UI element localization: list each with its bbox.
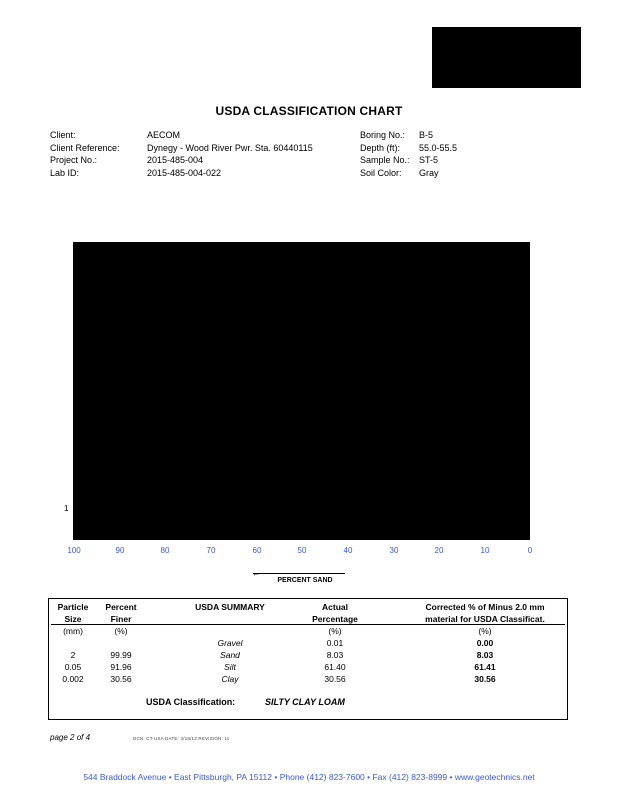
info-right-labels [360,129,410,179]
x-tick: 0 [527,546,533,555]
particle-size-cell: 2 [70,650,76,660]
x-tick: 20 [434,546,444,555]
particle-size-header [50,602,96,625]
percent-finer-cell: 99.99 [110,650,132,660]
info-right-values [419,129,457,179]
client-reference-label: Client Reference: [50,142,120,153]
fraction-name-cell: Clay [221,674,239,684]
particle-size-unit: (mm) [63,626,83,636]
x-axis-label: PERCENT SAND [277,577,333,584]
percent-finer-unit: (%) [114,626,128,636]
project-no-value: 2015-485-004 [147,155,204,165]
document-code: DCN: CT-USA DATE: 3/18/13 REVISION: 11 [133,736,230,741]
fraction-name-cell: Silt [224,662,236,672]
actual-cell: 8.03 [326,650,344,660]
actual-cell: 0.01 [326,638,344,648]
x-tick: 40 [343,546,353,555]
header-line: Corrected % of Minus 2.0 mm [425,602,545,612]
soil-color-value: Gray [419,167,439,178]
depth-value: 55.0-55.5 [419,142,458,153]
header-underline [51,624,565,625]
corrected-cell: 0.00 [476,638,494,648]
header-line: Particle [57,602,89,612]
corrected-header [405,602,565,625]
percent-finer-cell: 91.96 [110,662,132,672]
actual-percentage-header [293,602,377,625]
actual-percentage-unit: (%) [328,626,342,636]
x-tick: 60 [252,546,262,555]
percent-finer-cell: 30.56 [110,674,132,684]
sample-no-label: Sample No.: [360,155,410,165]
fraction-name-cell: Gravel [217,638,243,648]
header-line: Actual [322,602,348,612]
info-left-values [147,129,313,179]
header-line: Percent [105,602,137,612]
info-left-labels [50,129,120,179]
boring-no-value: B-5 [419,130,434,140]
depth-label: Depth (ft): [360,142,401,153]
redacted-chart-area [73,242,530,540]
redacted-logo [432,27,581,88]
client-value: AECOM [147,130,181,140]
chart-edge-label: 1 [64,504,69,513]
header-line: Finer [110,613,132,624]
x-tick: 80 [160,546,170,555]
project-no-label: Project No.: [50,155,98,165]
fraction-name-cell: Sand [220,650,240,660]
lab-id-value: 2015-485-004-022 [147,167,222,178]
usda-summary-header: USDA SUMMARY [195,602,265,612]
page-title: USDA CLASSIFICATION CHART [215,104,403,118]
actual-cell: 30.56 [324,674,346,684]
header-line: Percentage [312,613,358,624]
header-line: Size [64,613,82,624]
soil-color-label: Soil Color: [360,167,402,178]
x-tick: 90 [115,546,125,555]
lab-id-label: Lab ID: [50,167,80,178]
client-reference-value: Dynegy - Wood River Pwr. Sta. 60440115 [147,142,313,153]
corrected-unit: (%) [478,626,492,636]
percent-finer-header [98,602,144,625]
particle-size-cell: 0.002 [62,674,84,684]
x-tick: 30 [389,546,399,555]
particle-size-cell: 0.05 [64,662,82,672]
classification-label: USDA Classification: [146,697,236,707]
arrow-line [253,573,345,574]
x-tick: 70 [206,546,216,555]
classification-value: SILTY CLAY LOAM [265,697,345,707]
page-number: page 2 of 4 [50,733,91,742]
x-tick: 50 [297,546,307,555]
boring-no-label: Boring No.: [360,130,406,140]
header-line: material for USDA Classificat. [425,613,545,624]
actual-cell: 61.40 [324,662,346,672]
x-tick: 10 [480,546,490,555]
client-label: Client: [50,130,76,140]
corrected-cell: 8.03 [476,650,494,660]
x-tick: 100 [67,546,81,555]
corrected-cell: 30.56 [474,674,496,684]
company-address: 544 Braddock Avenue • East Pittsburgh, PA 15112 • Phone (412) 823-7600 • Fax (412) 823-8999 • www.geotechnics.net [83,772,535,782]
corrected-cell: 61.41 [474,662,496,672]
sample-no-value: ST-5 [419,155,439,165]
